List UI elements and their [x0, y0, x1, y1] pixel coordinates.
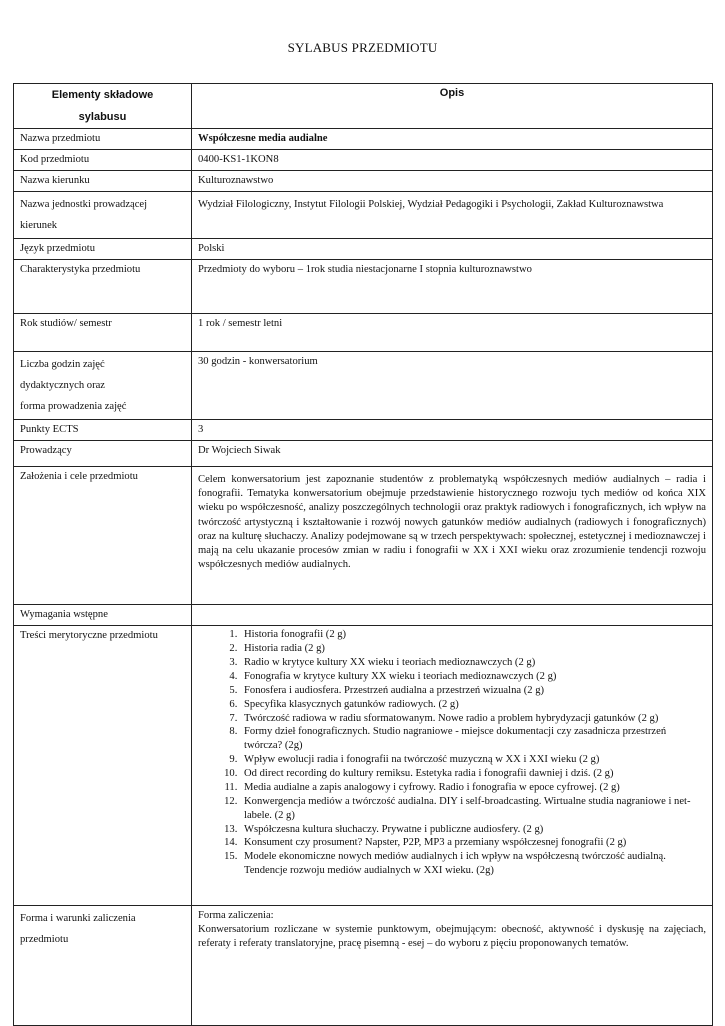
value-hours: 30 godzin - konwersatorium	[192, 352, 713, 420]
page-title: SYLABUS PRZEDMIOTU	[287, 40, 438, 55]
contents-list	[198, 628, 706, 878]
list-item: 12. Konwergencja mediów a twórczość audialna. DIY i self-broadcasting. Wirtualne studia nagraniowe i net-labele. (2 g)	[240, 795, 706, 823]
assessment-heading: Forma zaliczenia:	[198, 910, 274, 922]
value-course-code: 0400-KS1-1KON8	[192, 150, 713, 171]
list-item: 8. Formy dzieł fonograficznych. Studio nagraniowe - miejsce dokumentacji czy zasadnicza przestrzeń twórcza? (2g)	[240, 725, 706, 753]
value-lecturer: Dr Wojciech Siwak	[192, 441, 713, 467]
row-field	[14, 171, 713, 192]
label-course-name: Nazwa przedmiotu	[14, 129, 192, 150]
label-assessment-line-1: Forma i warunki zaliczenia	[20, 913, 136, 925]
row-characteristics	[14, 260, 713, 314]
value-goals: Celem konwersatorium jest zapoznanie studentów z problematyką współczesnych mediów audialnych – radia i fonografii. Tematyka konwersatorium obejmuje przedstawienie historycznego rozwoju tych mediów od końca XIX wieku po współczesność, analizy poszczególnych technologii oraz praktyk radiowych i fonograficznych, ich wpływ na twórczość artystyczną i kształtowanie i rozwój nowych gatunków mediów audialnych (radiowych i fonograficznych) oraz na kulturę słuchaczy. Analizy podejmowane są w trzech perspektywach: społecznej, estetycznej i medioznawczej i mają na celu ukazanie procesów zmian w radiu i fonografii w XX i XXI wieku oraz zrozumienie tendencji rozwoju współczesnych mediów audialnych.	[192, 467, 713, 605]
list-item: 7. Twórczość radiowa w radiu sformatowanym. Nowe radio a problem hybrydyzacji gatunków (2 g)	[240, 712, 706, 726]
label-assessment	[14, 906, 192, 1026]
label-field: Nazwa kierunku	[14, 171, 192, 192]
label-course-code: Kod przedmiotu	[14, 150, 192, 171]
row-course-name	[14, 129, 713, 150]
list-item: 6. Specyfika klasycznych gatunków radiowych. (2 g)	[240, 698, 706, 712]
header-description: Opis	[192, 84, 713, 129]
row-language	[14, 239, 713, 260]
label-assessment-line-2: przedmiotu	[20, 933, 69, 945]
table-header-row	[14, 84, 713, 129]
label-lecturer: Prowadzący	[14, 441, 192, 467]
value-language: Polski	[192, 239, 713, 260]
row-contents	[14, 626, 713, 906]
list-item: 1. Historia fonografii (2 g)	[240, 628, 706, 642]
list-item: 11. Media audialne a zapis analogowy i cyfrowy. Radio i fonografia w epoce cyfrowej. (2 g)	[240, 781, 706, 795]
value-year: 1 rok / semestr letni	[192, 314, 713, 352]
list-item: 15. Modele ekonomiczne nowych mediów audialnych i ich wpływ na współczesną twórczość audialną. Tendencje rozwoju mediów audialnych w XXI wieku. (2g)	[240, 850, 706, 878]
value-assessment	[192, 906, 713, 1026]
row-lecturer	[14, 441, 713, 467]
value-unit: Wydział Filologiczny, Instytut Filologii Polskiej, Wydział Pedagogiki i Psychologii, Zakład Kulturoznawstwa	[192, 192, 713, 239]
value-requirements	[192, 605, 713, 626]
list-item: 9. Wpływ ewolucji radia i fonografii na twórczość muzyczną w XX i XXI wieku (2 g)	[240, 753, 706, 767]
list-item: 3. Radio w krytyce kultury XX wieku i teoriach medioznawczych (2 g)	[240, 656, 706, 670]
row-unit	[14, 192, 713, 239]
value-characteristics: Przedmioty do wyboru – 1rok studia niestacjonarne I stopnia kulturoznawstwo	[192, 260, 713, 314]
header-elements: Elementy składowe sylabusu	[14, 84, 192, 129]
label-language: Język przedmiotu	[14, 239, 192, 260]
value-course-name: Współczesne media audialne	[192, 129, 713, 150]
list-item: 2. Historia radia (2 g)	[240, 642, 706, 656]
syllabus-table	[13, 83, 713, 1026]
label-unit: Nazwa jednostki prowadzącej kierunek	[14, 192, 192, 239]
value-ects: 3	[192, 420, 713, 441]
label-ects: Punkty ECTS	[14, 420, 192, 441]
label-goals: Założenia i cele przedmiotu	[14, 467, 192, 605]
row-requirements	[14, 605, 713, 626]
list-item: 10. Od direct recording do kultury remiksu. Estetyka radia i fonografii dawniej i dziś. (2 g)	[240, 767, 706, 781]
list-item: 13. Współczesna kultura słuchaczy. Prywatne i publiczne audiosfery. (2 g)	[240, 823, 706, 837]
row-course-code	[14, 150, 713, 171]
row-year	[14, 314, 713, 352]
list-item: 5. Fonosfera i audiosfera. Przestrzeń audialna a przestrzeń wizualna (2 g)	[240, 684, 706, 698]
value-contents	[192, 626, 713, 906]
assessment-text: Konwersatorium rozliczane w systemie punktowym, obejmującym: obecność, aktywność i dyskusję na zajęciach, referaty i referaty translatoryjne, pracę pisemną - esej – do wyboru z pięciu proponowanych tematów.	[198, 924, 706, 950]
value-field: Kulturoznawstwo	[192, 171, 713, 192]
list-item: 4. Fonografia w krytyce kultury XX wieku i teoriach medioznawczych (2 g)	[240, 670, 706, 684]
label-hours-line-2: dydaktycznych oraz	[20, 379, 106, 391]
row-goals	[14, 467, 713, 605]
list-item: 14. Konsument czy prosument? Napster, P2P, MP3 a przemiany współczesnej fonografii (2 g)	[240, 836, 706, 850]
label-hours-line-3: forma prowadzenia zajęć	[20, 400, 127, 412]
label-characteristics: Charakterystyka przedmiotu	[14, 260, 192, 314]
row-hours	[14, 352, 713, 420]
label-hours-line-1: Liczba godzin zajęć	[20, 359, 105, 371]
row-ects	[14, 420, 713, 441]
label-contents: Treści merytoryczne przedmiotu	[14, 626, 192, 906]
row-assessment	[14, 906, 713, 1026]
label-requirements: Wymagania wstępne	[14, 605, 192, 626]
label-year: Rok studiów/ semestr	[14, 314, 192, 352]
label-hours	[14, 352, 192, 420]
